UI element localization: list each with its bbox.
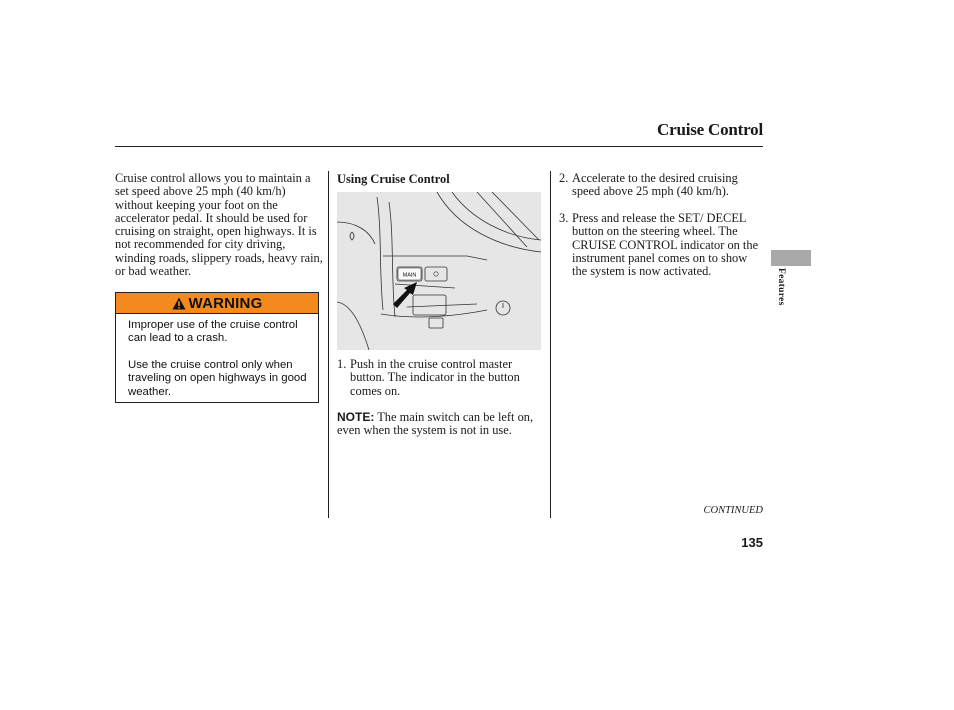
warning-triangle-icon bbox=[172, 297, 186, 310]
step-2 bbox=[559, 172, 764, 199]
column-divider bbox=[328, 171, 329, 518]
step-text: Accelerate to the desired cruising speed above 25 mph (40 km/h). bbox=[572, 171, 738, 199]
warning-header bbox=[116, 293, 318, 314]
warning-label: WARNING bbox=[188, 294, 263, 312]
title-rule bbox=[115, 146, 763, 147]
section-tab-label: Features bbox=[776, 268, 786, 306]
note-label: NOTE: bbox=[337, 410, 375, 424]
warning-box bbox=[115, 292, 319, 403]
step-number: 3. bbox=[559, 211, 569, 225]
section-subheading: Using Cruise Control bbox=[337, 172, 450, 186]
column-divider bbox=[550, 171, 551, 518]
dashboard-illustration bbox=[337, 192, 541, 350]
note-paragraph bbox=[337, 411, 542, 438]
page-title: Cruise Control bbox=[657, 120, 763, 139]
step-text: Push in the cruise control master button. The indicator in the button comes on. bbox=[350, 357, 520, 398]
step-number: 1. bbox=[337, 357, 347, 371]
step-3 bbox=[559, 212, 764, 278]
continued-label: CONTINUED bbox=[703, 505, 763, 516]
note-text: The main switch can be left on, even when the system is not in use. bbox=[337, 410, 534, 438]
step-text: Press and release the SET/ DECEL button on the steering wheel. The CRUISE CONTROL indicator on the instrument panel comes on to show the system is now activated. bbox=[572, 211, 759, 279]
section-tab bbox=[771, 250, 811, 266]
warning-paragraph-1: Improper use of the cruise control can lead to a crash. bbox=[128, 319, 298, 345]
step-1 bbox=[337, 358, 542, 398]
page-number: 135 bbox=[741, 535, 763, 550]
warning-paragraph-2: Use the cruise control only when traveling on open highways in good weather. bbox=[128, 358, 307, 398]
dashboard-drawing bbox=[337, 192, 541, 350]
step-number: 2. bbox=[559, 171, 569, 185]
intro-paragraph: Cruise control allows you to maintain a set speed above 25 mph (40 km/h) without keeping your foot on the accelerator pedal. It should be used for cruising on straight, open highways. It is not recommended for city driving, winding roads, slippery roads, heavy rain, or bad weather. bbox=[115, 171, 323, 279]
main-button-label: MAIN bbox=[402, 272, 417, 279]
